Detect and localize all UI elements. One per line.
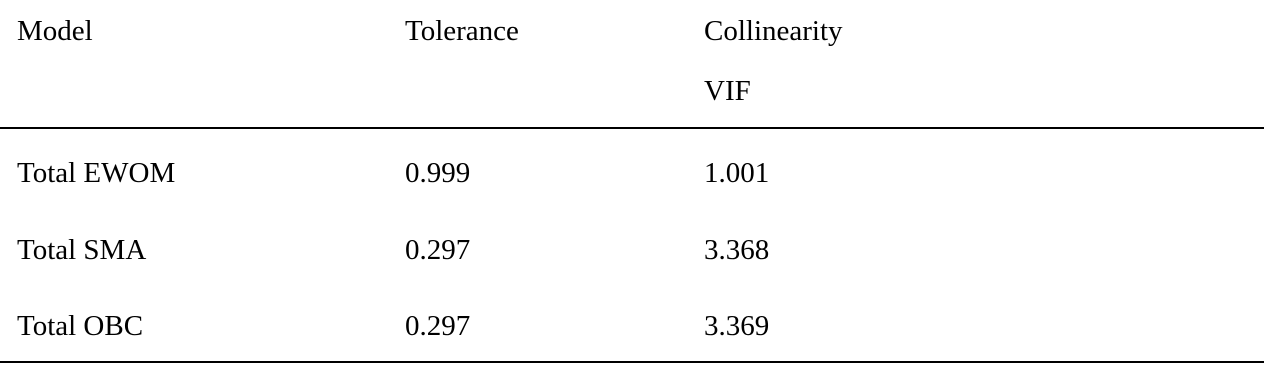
row-total-ewom-tolerance: 0.999 <box>405 157 471 189</box>
row-total-obc-model: Total OBC <box>17 310 144 342</box>
table-bottom-rule <box>0 361 1264 363</box>
row-total-sma-tolerance: 0.297 <box>405 234 471 266</box>
row-total-ewom-model: Total EWOM <box>17 157 176 189</box>
header-model: Model <box>17 15 93 47</box>
row-total-obc-tolerance: 0.297 <box>405 310 471 342</box>
header-divider <box>0 127 1264 129</box>
row-total-ewom-vif: 1.001 <box>704 157 770 189</box>
header-tolerance: Tolerance <box>405 15 519 47</box>
header-vif: VIF <box>704 75 751 107</box>
row-total-obc-vif: 3.369 <box>704 310 770 342</box>
row-total-sma-vif: 3.368 <box>704 234 770 266</box>
header-collinearity: Collinearity <box>704 15 843 47</box>
row-total-sma-model: Total SMA <box>17 234 147 266</box>
